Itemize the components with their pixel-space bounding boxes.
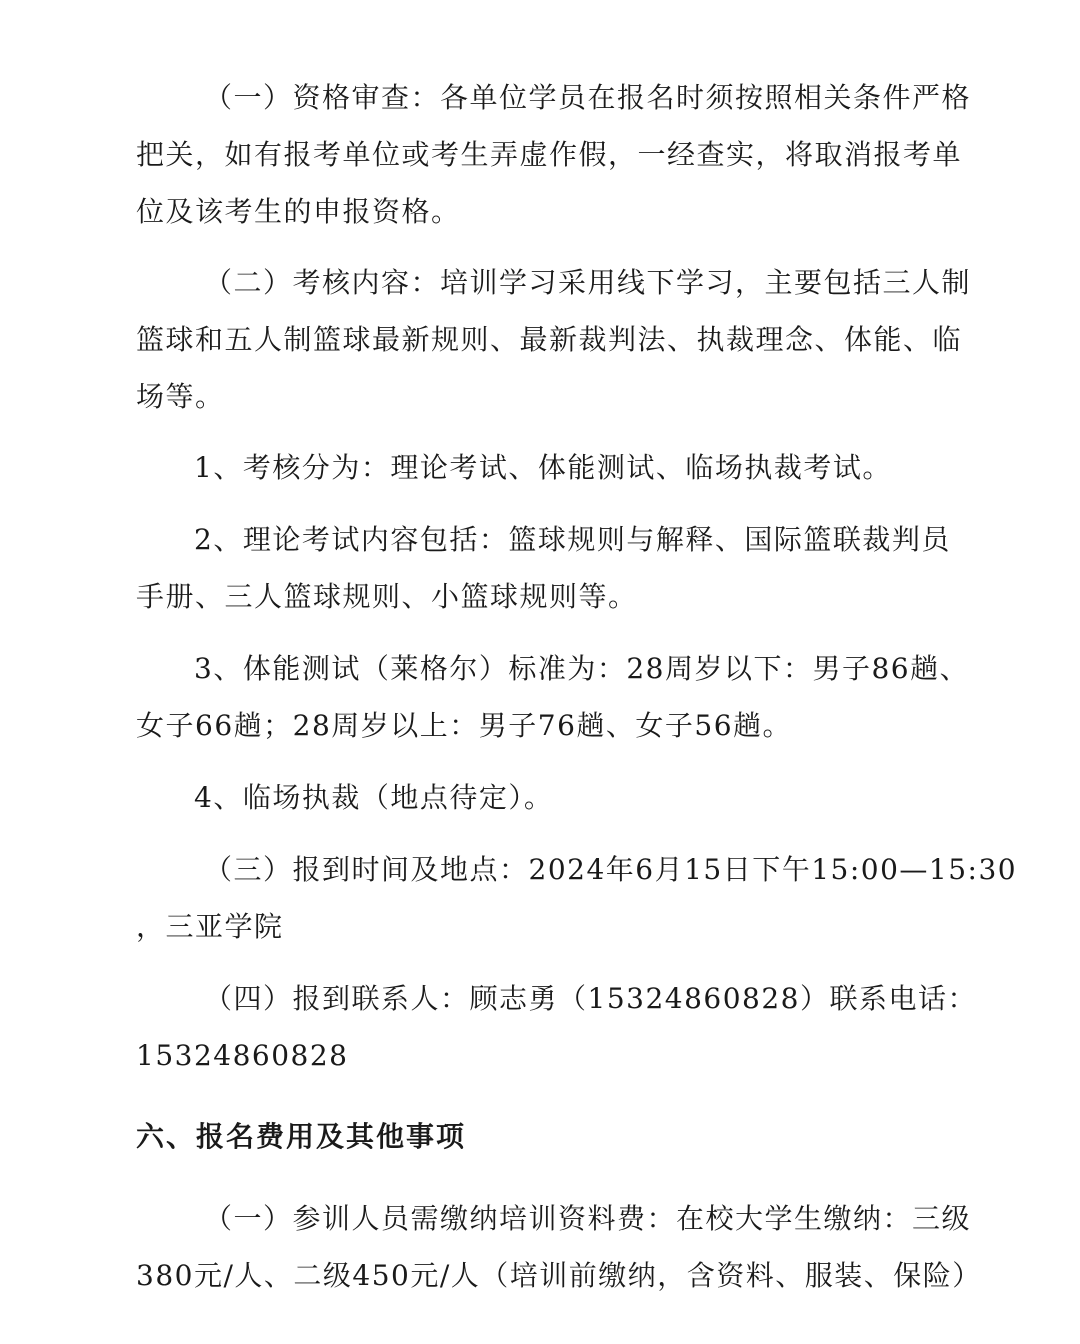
paragraph-qualification-line-1: （一）资格审查：各单位学员在报名时须按照相关条件严格 (204, 81, 972, 114)
paragraph-qualification-line-2: 把关，如有报考单位或考生弄虚作假，一经查实，将取消报考单 (136, 138, 963, 171)
paragraph-fees-line-2: 380元/人、二级450元/人（培训前缴纳，含资料、服装、保险） (136, 1259, 982, 1292)
list-item-fitness-test-line-2: 女子66趟；28周岁以上：男子76趟、女子56趟。 (136, 709, 793, 742)
list-item-theory-exam-line-1: 2、理论考试内容包括：篮球规则与解释、国际篮联裁判员 (194, 523, 951, 556)
paragraph-assessment-line-3: 场等。 (136, 380, 225, 413)
list-item-field-officiating: 4、临场执裁（地点待定）。 (194, 781, 554, 814)
paragraph-assessment-line-1: （二）考核内容：培训学习采用线下学习，主要包括三人制 (204, 266, 972, 299)
section-heading-fees: 六、报名费用及其他事项 (136, 1120, 467, 1153)
paragraph-contact-line-2: 15324860828 (136, 1039, 349, 1072)
list-item-fitness-test-line-1: 3、体能测试（莱格尔）标准为：28周岁以下：男子86趟、 (194, 652, 970, 685)
list-item-theory-exam-line-2: 手册、三人篮球规则、小篮球规则等。 (136, 580, 638, 613)
paragraph-fees-line-1: （一）参训人员需缴纳培训资料费：在校大学生缴纳：三级 (204, 1202, 972, 1235)
list-item-assessment-parts: 1、考核分为：理论考试、体能测试、临场执裁考试。 (194, 451, 892, 484)
paragraph-assessment-line-2: 篮球和五人制篮球最新规则、最新裁判法、执裁理念、体能、临 (136, 323, 963, 356)
paragraph-qualification-line-3: 位及该考生的申报资格。 (136, 195, 461, 228)
paragraph-contact-line-1: （四）报到联系人：顾志勇（15324860828）联系电话： (204, 982, 977, 1015)
paragraph-registration-time-line-2: ，三亚学院 (136, 910, 284, 943)
paragraph-registration-time-line-1: （三）报到时间及地点：2024年6月15日下午15:00—15:30 (204, 853, 1018, 886)
